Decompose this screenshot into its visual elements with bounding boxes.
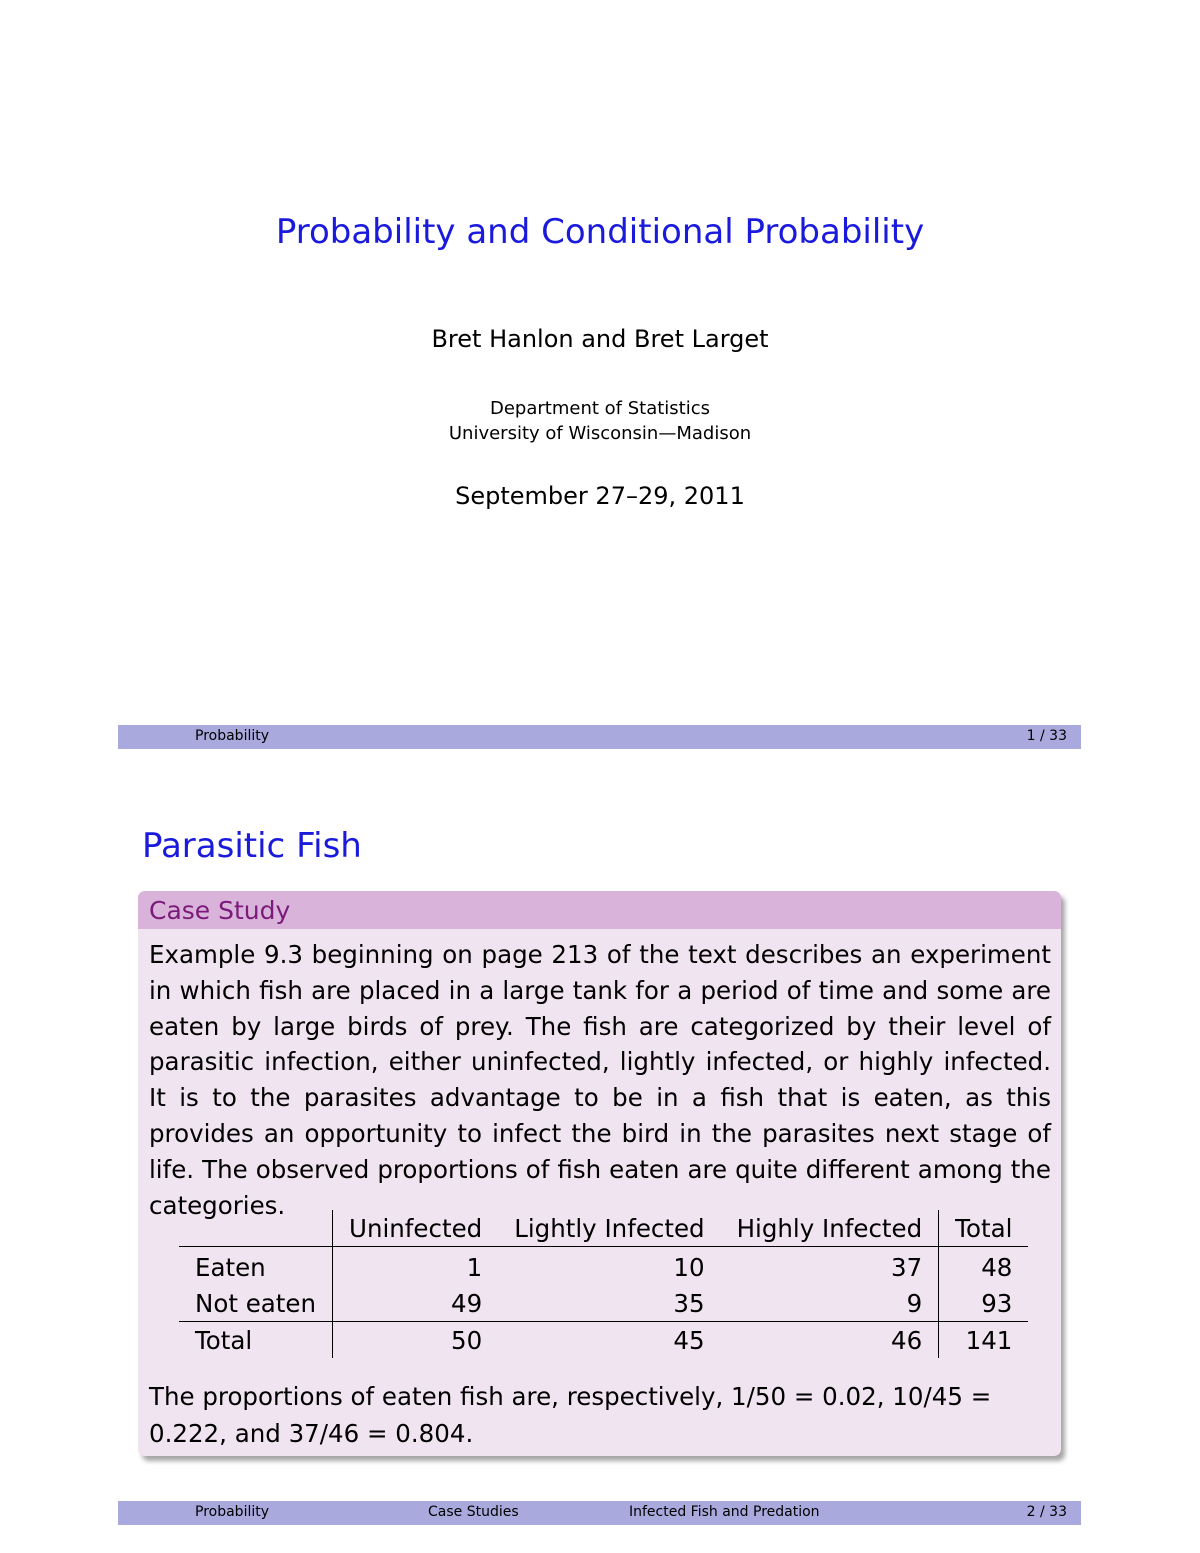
table-row [179,1285,1028,1322]
table-cell: 10 [673,1252,705,1282]
table-cell: 141 [965,1325,1013,1355]
institution [0,396,1200,446]
footer-bar [118,1501,1081,1525]
footer-bar [118,725,1081,749]
proportions-text: The proportions of eaten fish are, respectively, 1/50 = 0.02, 10/45 = 0.222, and 37/46 = 0.804. [149,1382,992,1448]
footer-subsection: Case Studies [428,1504,519,1520]
footer-page-number: 2 / 33 [1026,1504,1067,1520]
table-cell: 37 [721,1247,939,1286]
table-cell: 45 [673,1325,705,1355]
table-header-cell: Total [939,1210,1029,1247]
footer-section: Probability [195,728,270,744]
footer-topic: Infected Fish and Predation [629,1504,820,1520]
table-cell: 93 [939,1285,1029,1322]
table-row [179,1247,1028,1286]
table-cell: 9 [721,1285,939,1322]
block-title: Case Study [149,896,291,925]
infection-table [179,1210,1028,1358]
table-cell: 48 [981,1252,1013,1282]
table-cell: 49 [333,1285,499,1322]
authors: Bret Hanlon and Bret Larget [431,325,769,353]
row-label: Not eaten [179,1285,333,1322]
table-cell: 46 [721,1322,939,1359]
department: Department of Statistics [490,398,710,419]
university: University of Wisconsin—Madison [448,423,752,444]
block-body-text: Example 9.3 beginning on page 213 of the text describes an experiment in which fish are placed in a large tank for a period of time and some are eaten by large birds of prey. The fish are categorized by their level of parasitic infection, either uninfected, lightly infected, or highly infected. It is to the parasites advantage to be in a fish that is eaten, as this provides an opportunity to infect the bird in the parasites next stage of life. The observed proportions of fish eaten are quite different among the categories. [149,940,1051,1220]
row-label: Total [179,1322,333,1359]
table-header-cell: Lightly Infected [498,1210,720,1247]
table-cell: 35 [498,1285,720,1322]
case-study-block [138,891,1061,1456]
date: September 27–29, 2011 [455,482,745,510]
table-header-cell: Uninfected [333,1210,499,1247]
table-header-cell [179,1210,333,1247]
table-cell: 50 [451,1325,483,1355]
footer-section: Probability [195,1504,270,1520]
table-header-row [179,1210,1028,1247]
footer-page-number: 1 / 33 [1026,728,1067,744]
block-header [138,891,1061,929]
table-header-cell: Highly Infected [721,1210,939,1247]
row-label: Eaten [179,1247,333,1286]
table-total-row [179,1322,1028,1359]
table-cell: 1 [466,1252,483,1282]
slide-title: Probability and Conditional Probability [275,212,925,252]
slide-title: Parasitic Fish [142,826,362,866]
